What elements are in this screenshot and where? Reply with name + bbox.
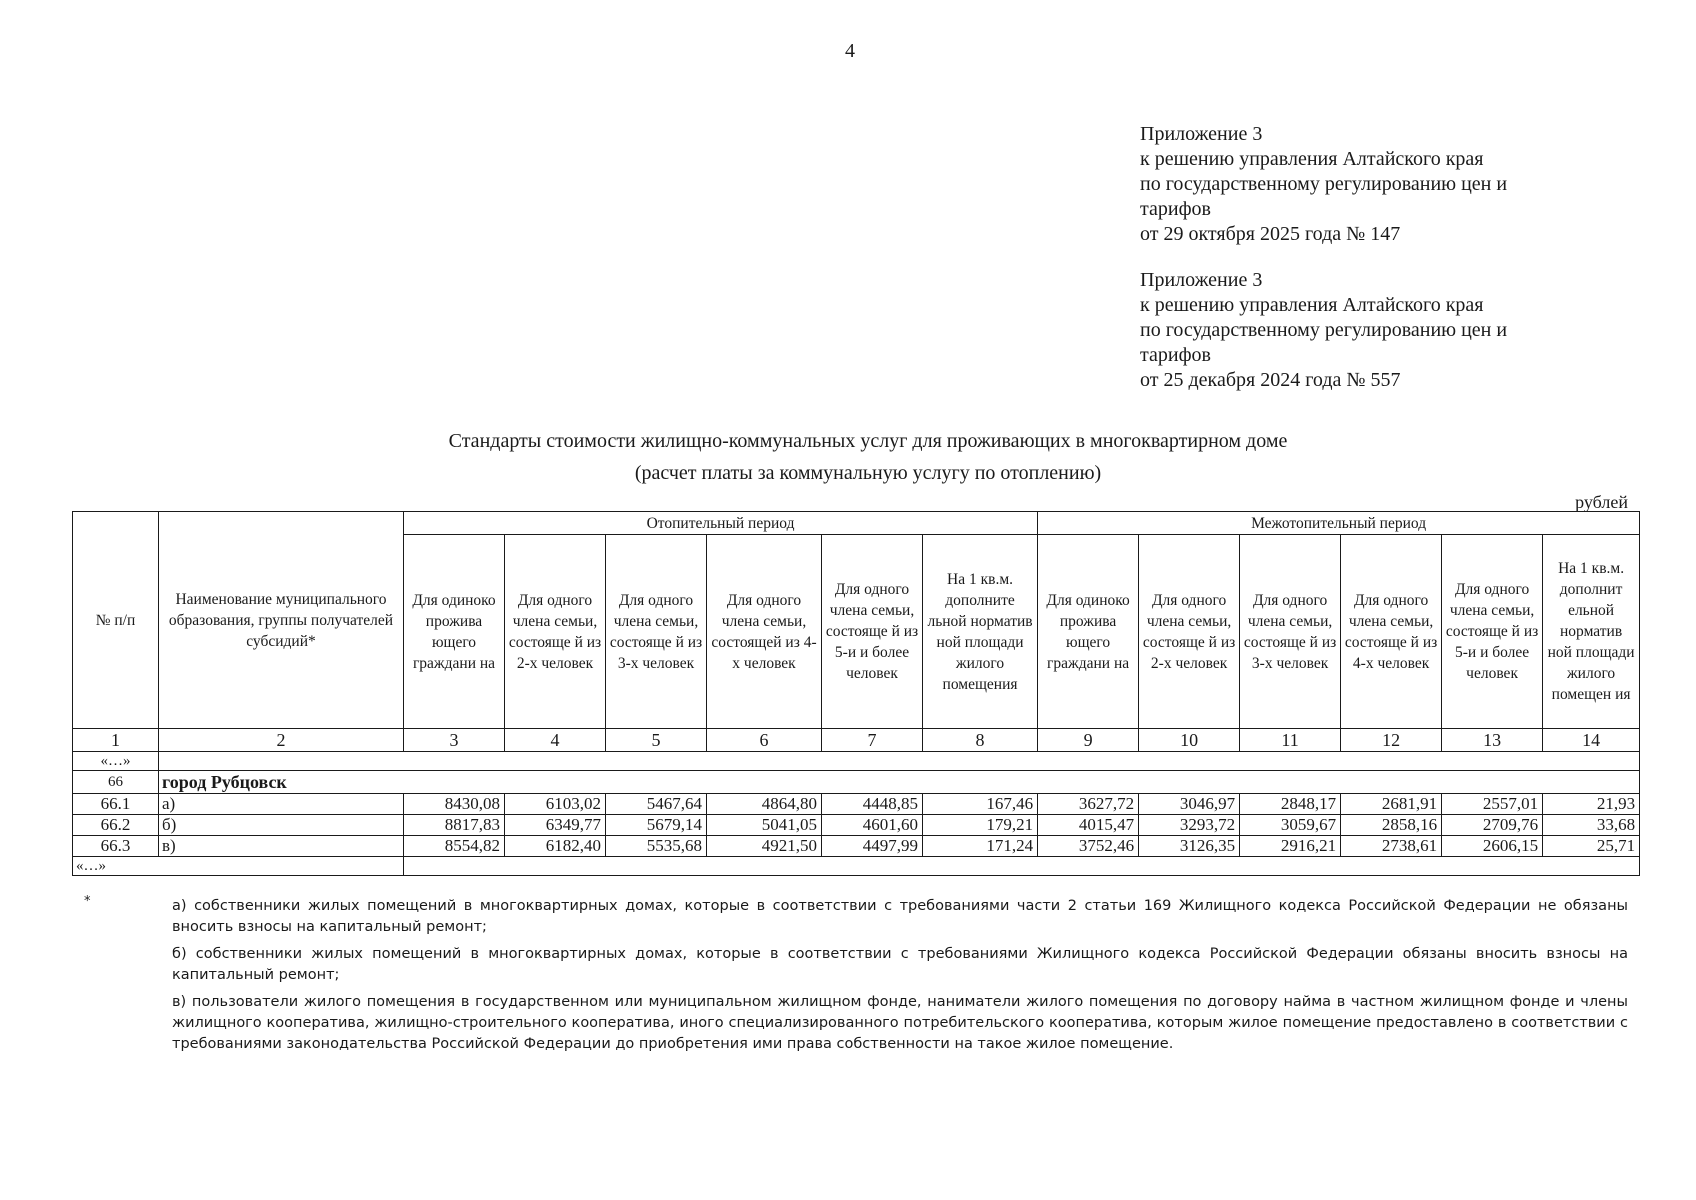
cell-value: 2858,16 [1341,815,1442,836]
col-header: Для одиноко прожива ющего граждани на [1038,535,1139,729]
cell-value: 8430,08 [404,794,505,815]
appendix-block-current [1140,122,1620,247]
col-header: Для одного члена семьи, состояще й из 2-х человек [1139,535,1240,729]
appendix-line: тарифов [1140,198,1211,220]
appendix-line: к решению управления Алтайского края [1140,148,1484,170]
cell-value: 3059,67 [1240,815,1341,836]
cell-value: 3627,72 [1038,794,1139,815]
row-group: а) [159,794,404,815]
cell-value: 2709,76 [1442,815,1543,836]
footnote-b: б) собственники жилых помещений в многоквартирных домах, которые в соответствии с требованиями Жилищного кодекса Российской Федерации обязаны вносить взносы на капитальный ремонт; [172,946,1628,983]
footnotes [172,896,1628,1061]
appendix-line: Приложение 3 [1140,123,1263,145]
period-heating-header: Отопительный период [404,512,1038,535]
cell-value: 4015,47 [1038,815,1139,836]
footnote-c: в) пользователи жилого помещения в государственном или муниципальном жилищном фонде, наниматели жилого помещения по договору найма в частном жилищном фонде и члены жилищного кооператива, жилищно-строительного кооператива, иного специализированного потребительского кооператива, которым жилое помещение предоставлено в соответствии с требованиями законодательства Российской Федерации до приобретения ими права собственности на такое жилое помещение. [172,994,1628,1052]
cell-value: 5467,64 [606,794,707,815]
col-header: Для одного члена семьи, состояще й из 2-х человек [505,535,606,729]
cell-value: 3046,97 [1139,794,1240,815]
cell-value: 167,46 [923,794,1038,815]
cell-value: 4864,80 [707,794,822,815]
col-header: Для одного члена семьи, состояще й из 4-х человек [1341,535,1442,729]
col-header: На 1 кв.м. дополните льной норматив ной площади жилого помещения [923,535,1038,729]
column-number: 9 [1038,729,1139,752]
standards-table [72,511,1640,876]
row-number: 66.1 [73,794,159,815]
appendix-line: по государственному регулированию цен и [1140,319,1508,341]
col-header: На 1 кв.м. дополнит ельной норматив ной площади жилого помещен ия [1543,535,1640,729]
cell-value: 171,24 [923,836,1038,857]
cell-value: 179,21 [923,815,1038,836]
column-number: 8 [923,729,1038,752]
cell-value: 2681,91 [1341,794,1442,815]
cell-value: 2557,01 [1442,794,1543,815]
col-header: Для одиноко прожива ющего граждани на [404,535,505,729]
table-row [73,836,1640,857]
cell-value: 4497,99 [822,836,923,857]
appendix-block-previous [1140,268,1620,393]
cell-value: 8554,82 [404,836,505,857]
city-name: город Рубцовск [159,771,1640,794]
column-number: 14 [1543,729,1640,752]
row-group: б) [159,815,404,836]
column-number: 7 [822,729,923,752]
unit-label: рублей [1575,492,1628,512]
cell-value: 4921,50 [707,836,822,857]
title-line-2: (расчет платы за коммунальную услугу по отоплению) [634,462,1102,484]
appendix-line: к решению управления Алтайского края [1140,294,1484,316]
column-number-row [73,729,1640,752]
cell-value: 2916,21 [1240,836,1341,857]
appendix-line: от 25 декабря 2024 года № 557 [1140,369,1401,391]
period-non-heating-header: Межотопительный период [1038,512,1640,535]
page-number: 4 [845,40,855,62]
column-number: 10 [1139,729,1240,752]
cell-value: 2848,17 [1240,794,1341,815]
column-number: 4 [505,729,606,752]
col-header: Для одного члена семьи, состояще й из 3-х человек [1240,535,1341,729]
column-number: 2 [159,729,404,752]
appendix-line: тарифов [1140,344,1211,366]
col-header: Для одного члена семьи, состояще й из 5-и и более человек [1442,535,1543,729]
column-number: 6 [707,729,822,752]
cell-value: 21,93 [1543,794,1640,815]
column-number: 1 [73,729,159,752]
city-row [73,771,1640,794]
cell-value: 8817,83 [404,815,505,836]
col-header-num: № п/п [73,512,159,729]
title-line-1: Стандарты стоимости жилищно-коммунальных услуг для проживающих в многоквартирном доме [448,430,1288,452]
col-header: Для одного члена семьи, состояще й из 5-и и более человек [822,535,923,729]
ellipsis: «…» [73,752,159,771]
cell-value: 6349,77 [505,815,606,836]
footnote-mark: * [84,894,91,909]
table-row [73,815,1640,836]
cell-value: 3126,35 [1139,836,1240,857]
ellipsis-row [73,752,1640,771]
cell-value: 6103,02 [505,794,606,815]
cell-value: 5535,68 [606,836,707,857]
footnote-a: а) собственники жилых помещений в многоквартирных домах, которые в соответствии с требованиями части 2 статьи 169 Жилищного кодекса Российской Федерации не обязаны вносить взносы на капитальный ремонт; [172,898,1628,935]
col-header: Для одного члена семьи, состояще й из 3-х человек [606,535,707,729]
ellipsis: «…» [73,857,404,876]
column-number: 12 [1341,729,1442,752]
appendix-line: Приложение 3 [1140,269,1263,291]
cell-value: 2738,61 [1341,836,1442,857]
cell-value: 25,71 [1543,836,1640,857]
col-header-name: Наименование муниципального образования, группы получателей субсидий* [159,512,404,729]
cell-value: 4448,85 [822,794,923,815]
document-title [0,425,1696,489]
ellipsis-row [73,857,1640,876]
table-row [73,794,1640,815]
column-number: 5 [606,729,707,752]
cell-value: 2606,15 [1442,836,1543,857]
city-number: 66 [73,771,159,794]
cell-value: 3293,72 [1139,815,1240,836]
column-number: 11 [1240,729,1341,752]
row-number: 66.2 [73,815,159,836]
appendix-line: по государственному регулированию цен и [1140,173,1508,195]
column-number: 3 [404,729,505,752]
col-header: Для одного члена семьи, состоящей из 4-х человек [707,535,822,729]
cell-value: 3752,46 [1038,836,1139,857]
row-number: 66.3 [73,836,159,857]
cell-value: 6182,40 [505,836,606,857]
cell-value: 5041,05 [707,815,822,836]
cell-value: 5679,14 [606,815,707,836]
cell-value: 33,68 [1543,815,1640,836]
row-group: в) [159,836,404,857]
cell-value: 4601,60 [822,815,923,836]
appendix-line: от 29 октября 2025 года № 147 [1140,223,1401,245]
column-number: 13 [1442,729,1543,752]
